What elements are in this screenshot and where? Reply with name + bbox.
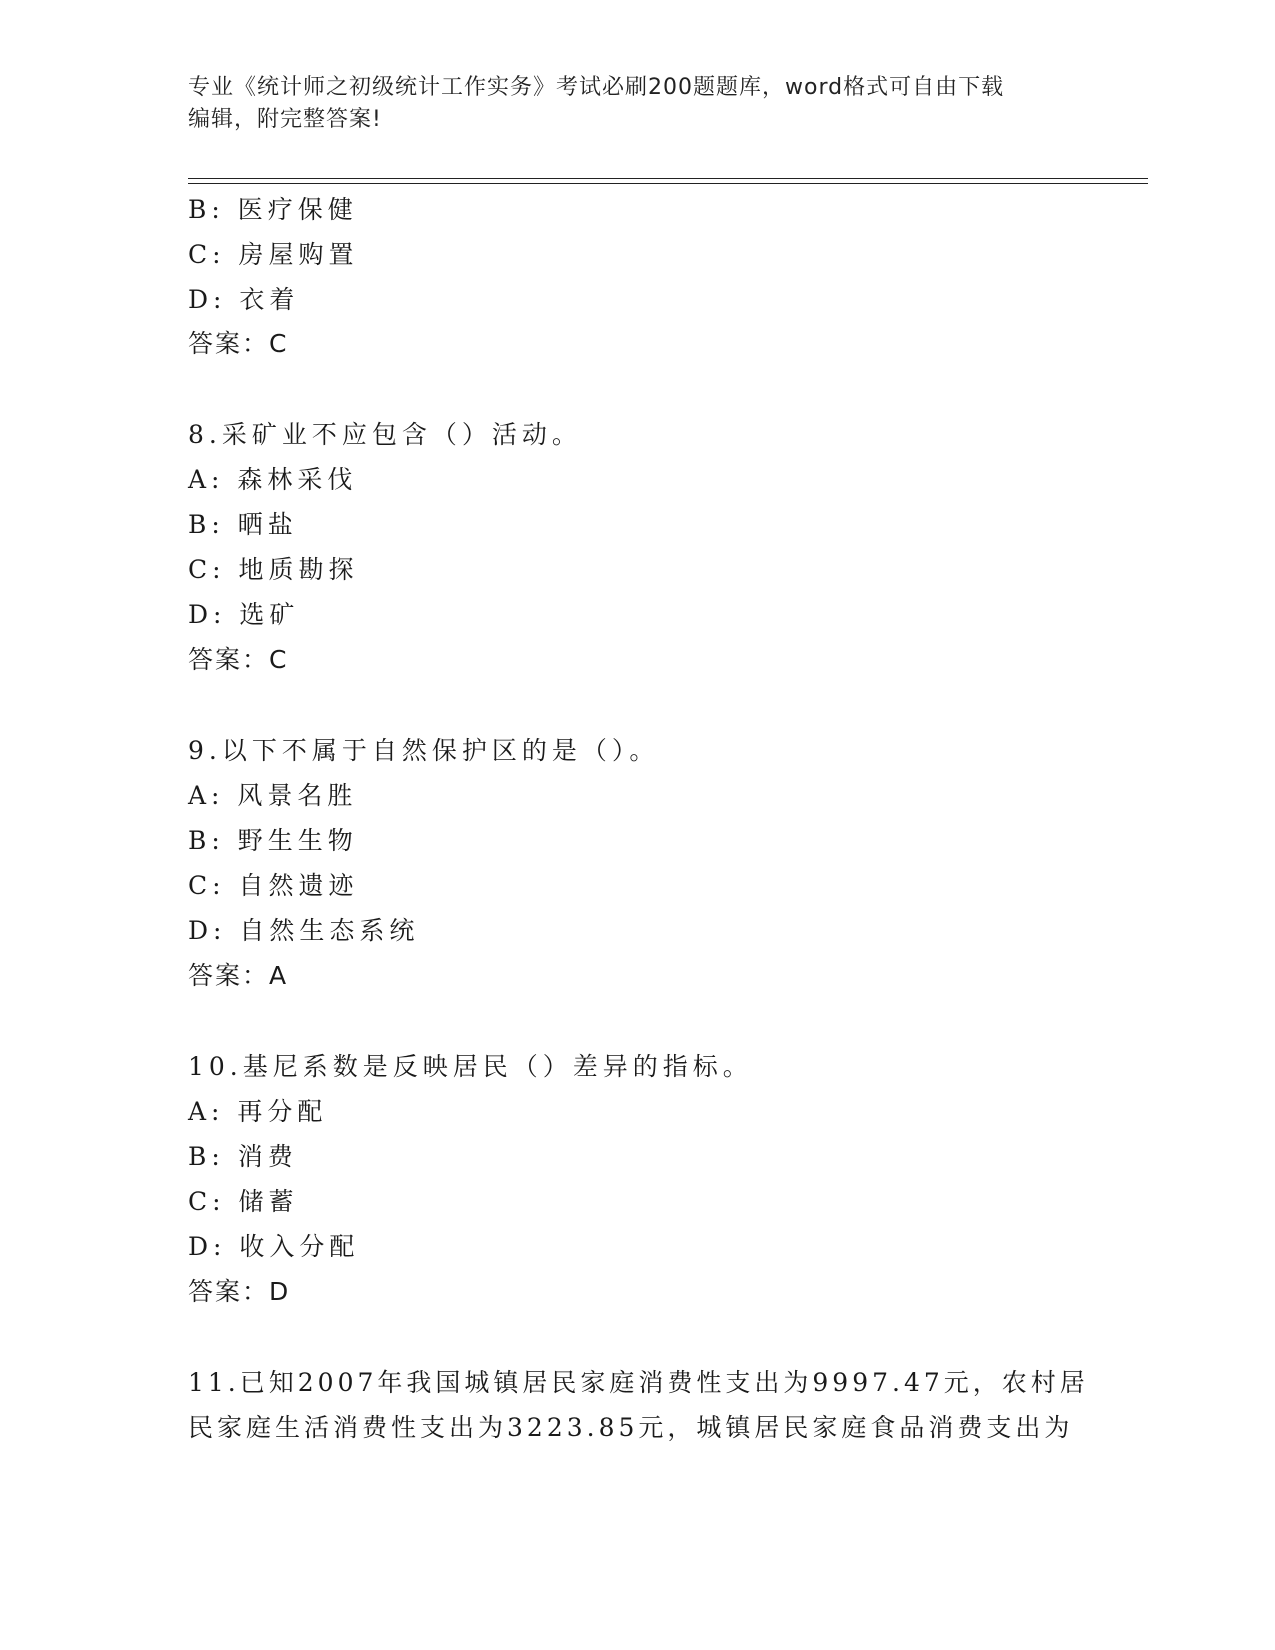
document-header (188, 72, 1088, 136)
q9-option-c: C: 自然遗迹 (188, 871, 359, 900)
q10-option-b: B: 消费 (188, 1142, 298, 1171)
q10-option-c: C: 储蓄 (188, 1187, 299, 1216)
header-line-2: 编辑，附完整答案! (188, 107, 382, 132)
q8-answer: 答案：C (188, 645, 289, 674)
q9-option-b: B: 野生生物 (188, 826, 358, 855)
q9-option-a: A: 风景名胜 (188, 781, 358, 810)
header-divider-bottom (188, 183, 1148, 184)
q9-answer: 答案：A (188, 961, 289, 990)
q8-option-a: A: 森林采伐 (188, 465, 358, 494)
q8-option-d: D: 选矿 (188, 600, 300, 629)
q10-question: 10.基尼系数是反映居民（）差异的指标。 (188, 1052, 753, 1081)
q9-question: 9.以下不属于自然保护区的是（）。 (188, 736, 660, 765)
q10-answer: 答案：D (188, 1277, 291, 1306)
q10-option-d: D: 收入分配 (188, 1232, 360, 1261)
q8-option-b: B: 晒盐 (188, 510, 298, 539)
header-line-1: 专业《统计师之初级统计工作实务》考试必刷200题题库，word格式可自由下载 (188, 75, 1005, 100)
q7-answer: 答案：C (188, 329, 289, 358)
q10-option-a: A: 再分配 (188, 1097, 328, 1126)
q11-question-line-2: 民家庭生活消费性支出为3223.85元，城镇居民家庭食品消费支出为 (188, 1413, 1074, 1442)
q7-option-b: B: 医疗保健 (188, 195, 358, 224)
header-divider-top (188, 178, 1148, 179)
q8-question: 8.采矿业不应包含（）活动。 (188, 420, 582, 449)
q11-question-line-1: 11.已知2007年我国城镇居民家庭消费性支出为9997.47元，农村居 (188, 1368, 1089, 1397)
q7-option-c: C: 房屋购置 (188, 240, 359, 269)
q7-option-d: D: 衣着 (188, 285, 300, 314)
q8-option-c: C: 地质勘探 (188, 555, 359, 584)
q9-option-d: D: 自然生态系统 (188, 916, 420, 945)
